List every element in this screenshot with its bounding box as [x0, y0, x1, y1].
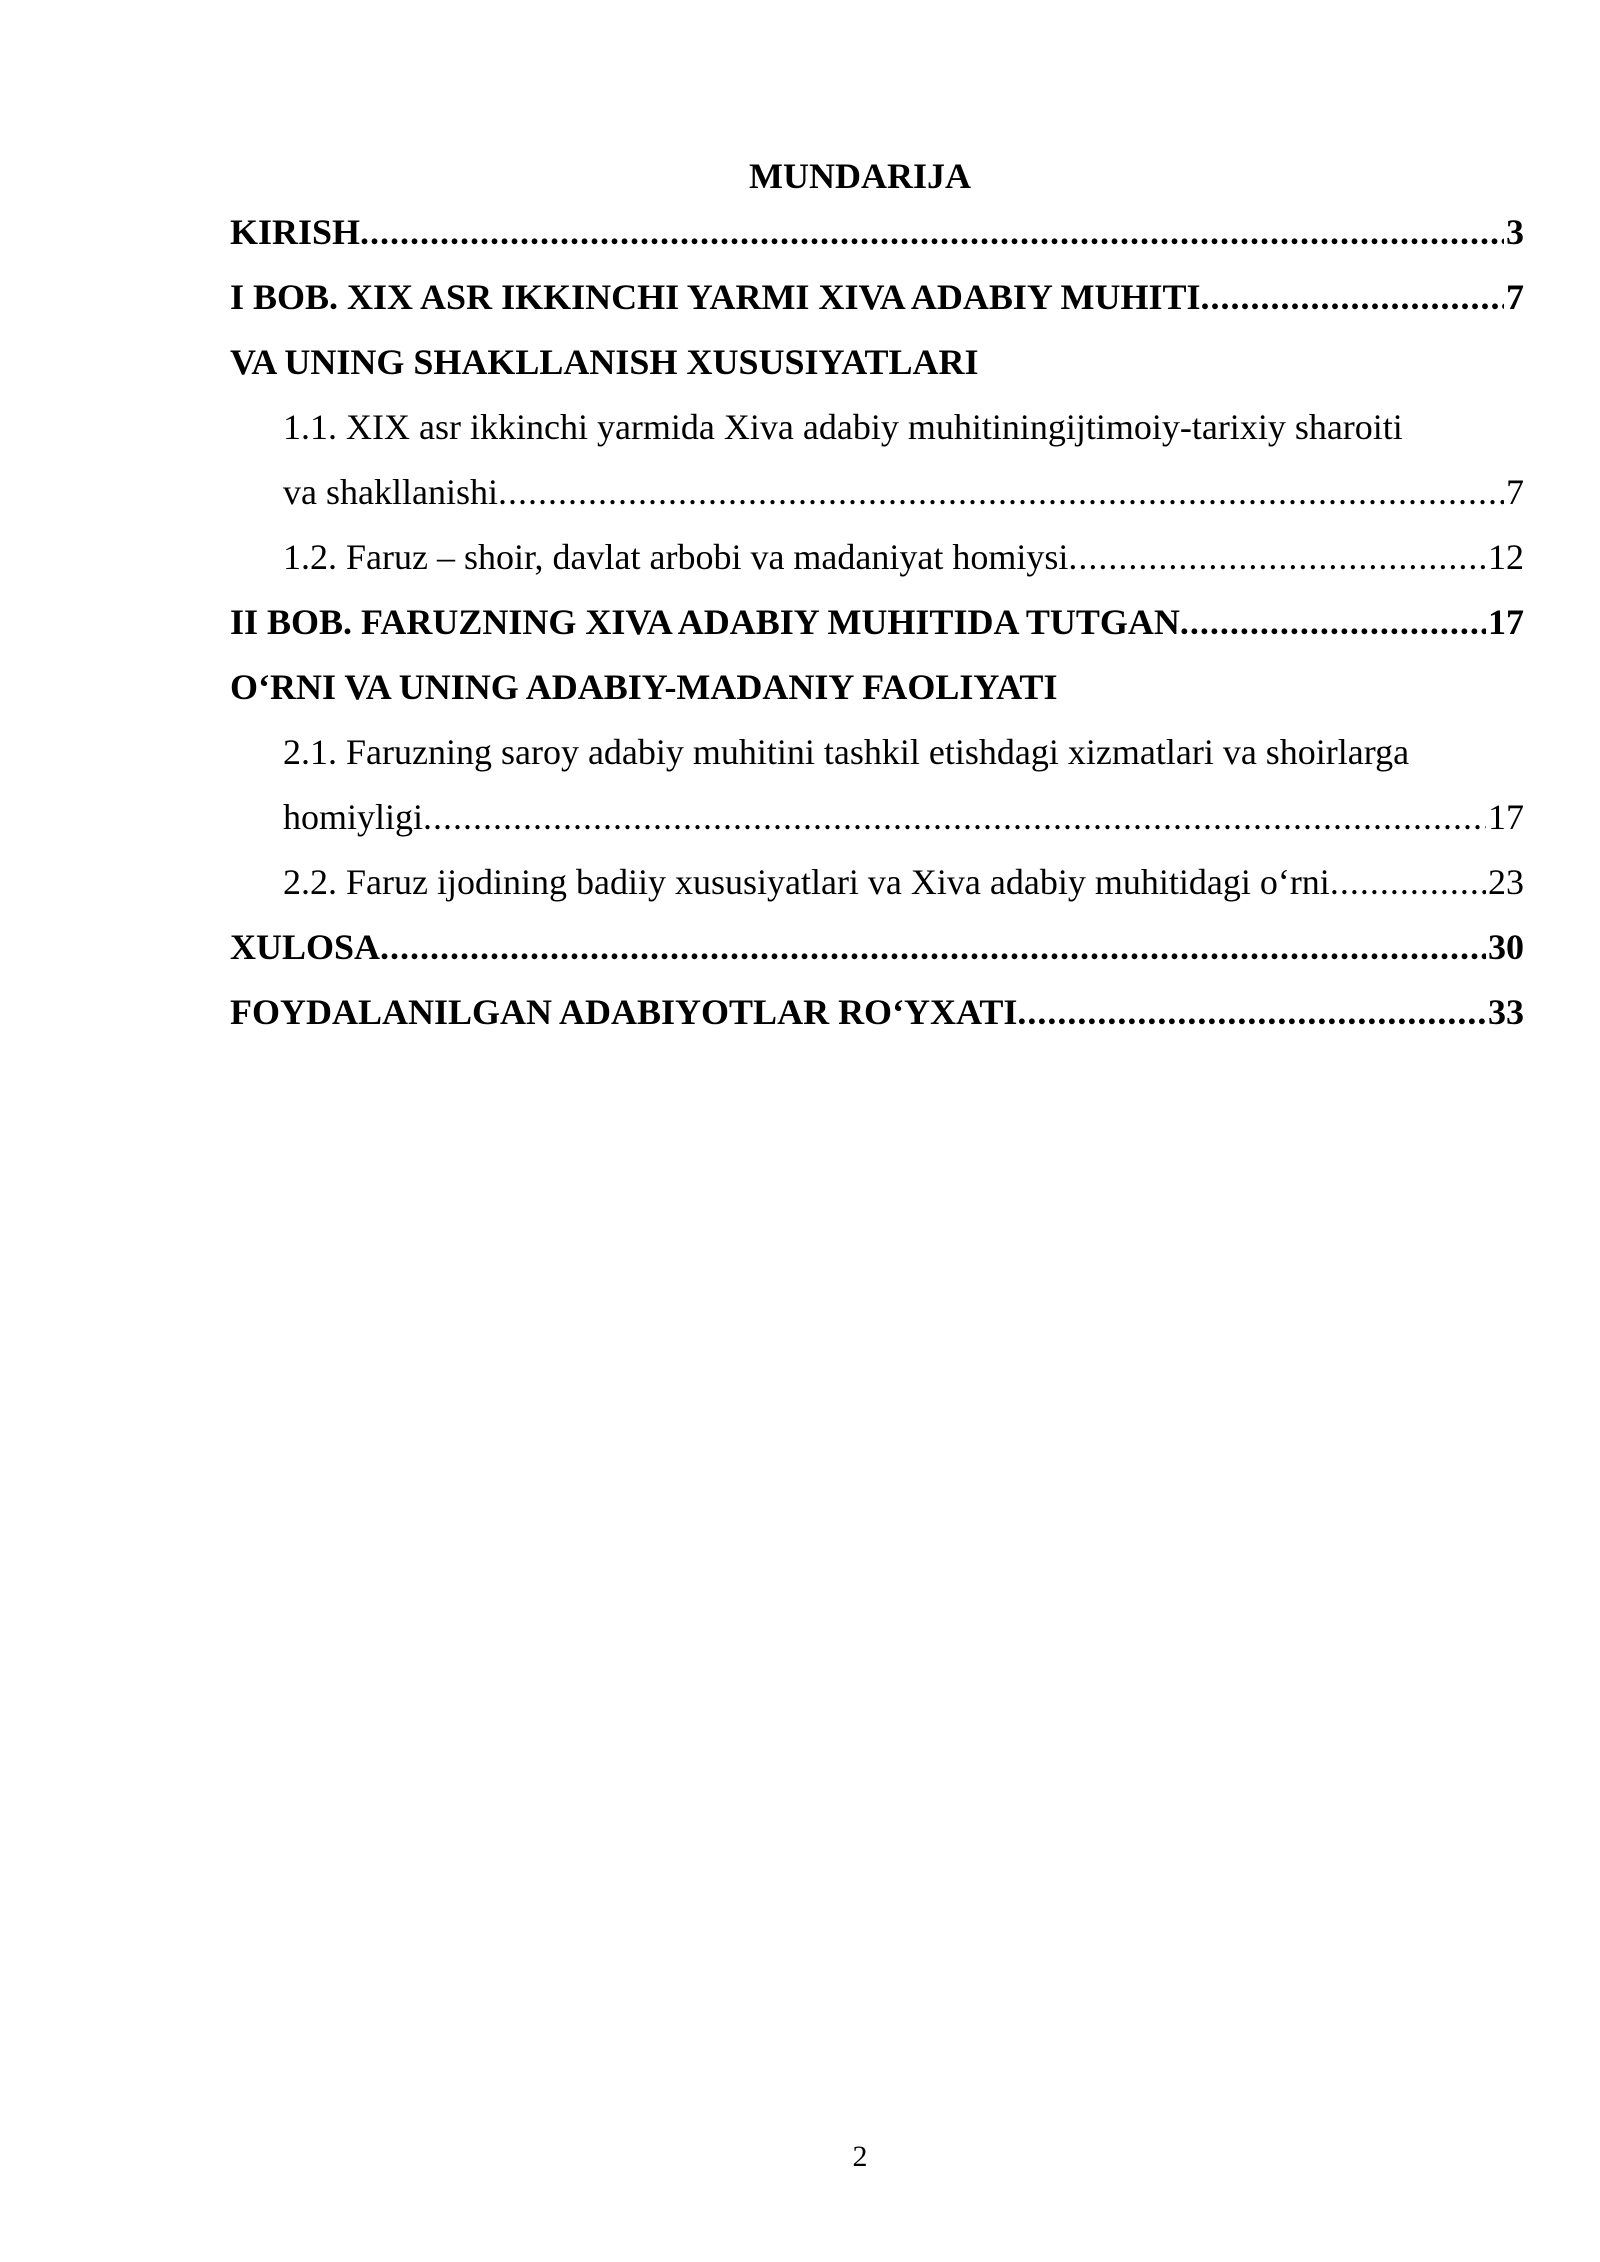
- toc-entry-label: 1.2. Faruz – shoir, davlat arbobi va madaniyat homiysi: [283, 537, 1069, 577]
- toc-entry-section-2-1-cont[interactable]: [230, 778, 1524, 843]
- toc-entry-page: 30: [1488, 927, 1524, 967]
- table-of-contents: [230, 193, 1524, 1038]
- toc-entry-page: 17: [1488, 602, 1524, 642]
- toc-entry-page: 7: [1506, 472, 1524, 512]
- toc-entry-section-1-2[interactable]: [230, 518, 1524, 583]
- dot-leader: [1201, 271, 1504, 323]
- toc-entry-label: II BOB. FARUZNING XIVA ADABIY MUHITIDA TUTGAN: [230, 602, 1180, 642]
- toc-entry-label: va shakllanishi: [283, 472, 498, 512]
- toc-entry-chapter-2-cont[interactable]: [230, 648, 1524, 713]
- toc-entry-section-2-1[interactable]: [230, 713, 1524, 778]
- page-number: 2: [852, 2140, 868, 2173]
- toc-title: MUNDARIJA: [749, 156, 971, 196]
- dot-leader: [1330, 856, 1486, 908]
- toc-entry-page: 12: [1488, 537, 1524, 577]
- toc-entry-page: 17: [1488, 797, 1524, 837]
- toc-entry-label: XULOSA: [230, 927, 381, 967]
- toc-entry-section-1-1-cont[interactable]: [230, 453, 1524, 518]
- dot-leader: [360, 206, 1504, 258]
- dot-leader: [1068, 531, 1486, 583]
- toc-entry-page: 7: [1506, 277, 1524, 317]
- dot-leader: [423, 791, 1486, 843]
- toc-entry-page: 3: [1506, 212, 1524, 252]
- toc-entry-label: homiyligi: [283, 797, 424, 837]
- dot-leader: [380, 921, 1486, 973]
- toc-entry-page: 33: [1488, 992, 1524, 1032]
- dot-leader: [1180, 596, 1486, 648]
- toc-entry-label: 2.2. Faruz ijodining badiiy xususiyatlari va Xiva adabiy muhitidagi o‘rni: [283, 862, 1330, 902]
- toc-entry-chapter-1[interactable]: [230, 258, 1524, 323]
- toc-entry-label: FOYDALANILGAN ADABIYOTLAR RO‘YXATI: [230, 992, 1018, 1032]
- toc-entry-page: 23: [1488, 862, 1524, 902]
- toc-entry-chapter-2[interactable]: [230, 583, 1524, 648]
- toc-entry-label: I BOB. XIX ASR IKKINCHI YARMI XIVA ADABIY MUHITI: [230, 277, 1201, 317]
- toc-entry-label: 1.1. XIX asr ikkinchi yarmida Xiva adabiy muhitiningijtimoiy-tarixiy sharoiti: [283, 407, 1403, 447]
- toc-entry-kirish[interactable]: [230, 193, 1524, 258]
- toc-entry-label: VA UNING SHAKLLANISH XUSUSIYATLARI: [230, 342, 979, 382]
- toc-entry-label: 2.1. Faruzning saroy adabiy muhitini tashkil etishdagi xizmatlari va shoirlarga: [283, 732, 1410, 772]
- toc-entry-label: O‘RNI VA UNING ADABIY-MADANIY FAOLIYATI: [230, 667, 1058, 707]
- toc-entry-bibliography[interactable]: [230, 973, 1524, 1038]
- toc-entry-section-1-1[interactable]: [230, 388, 1524, 453]
- toc-entry-section-2-2[interactable]: [230, 843, 1524, 908]
- toc-entry-xulosa[interactable]: [230, 908, 1524, 973]
- dot-leader: [1017, 986, 1486, 1038]
- dot-leader: [498, 466, 1504, 518]
- toc-entry-label: KIRISH: [230, 212, 361, 252]
- toc-entry-chapter-1-cont[interactable]: [230, 323, 1524, 388]
